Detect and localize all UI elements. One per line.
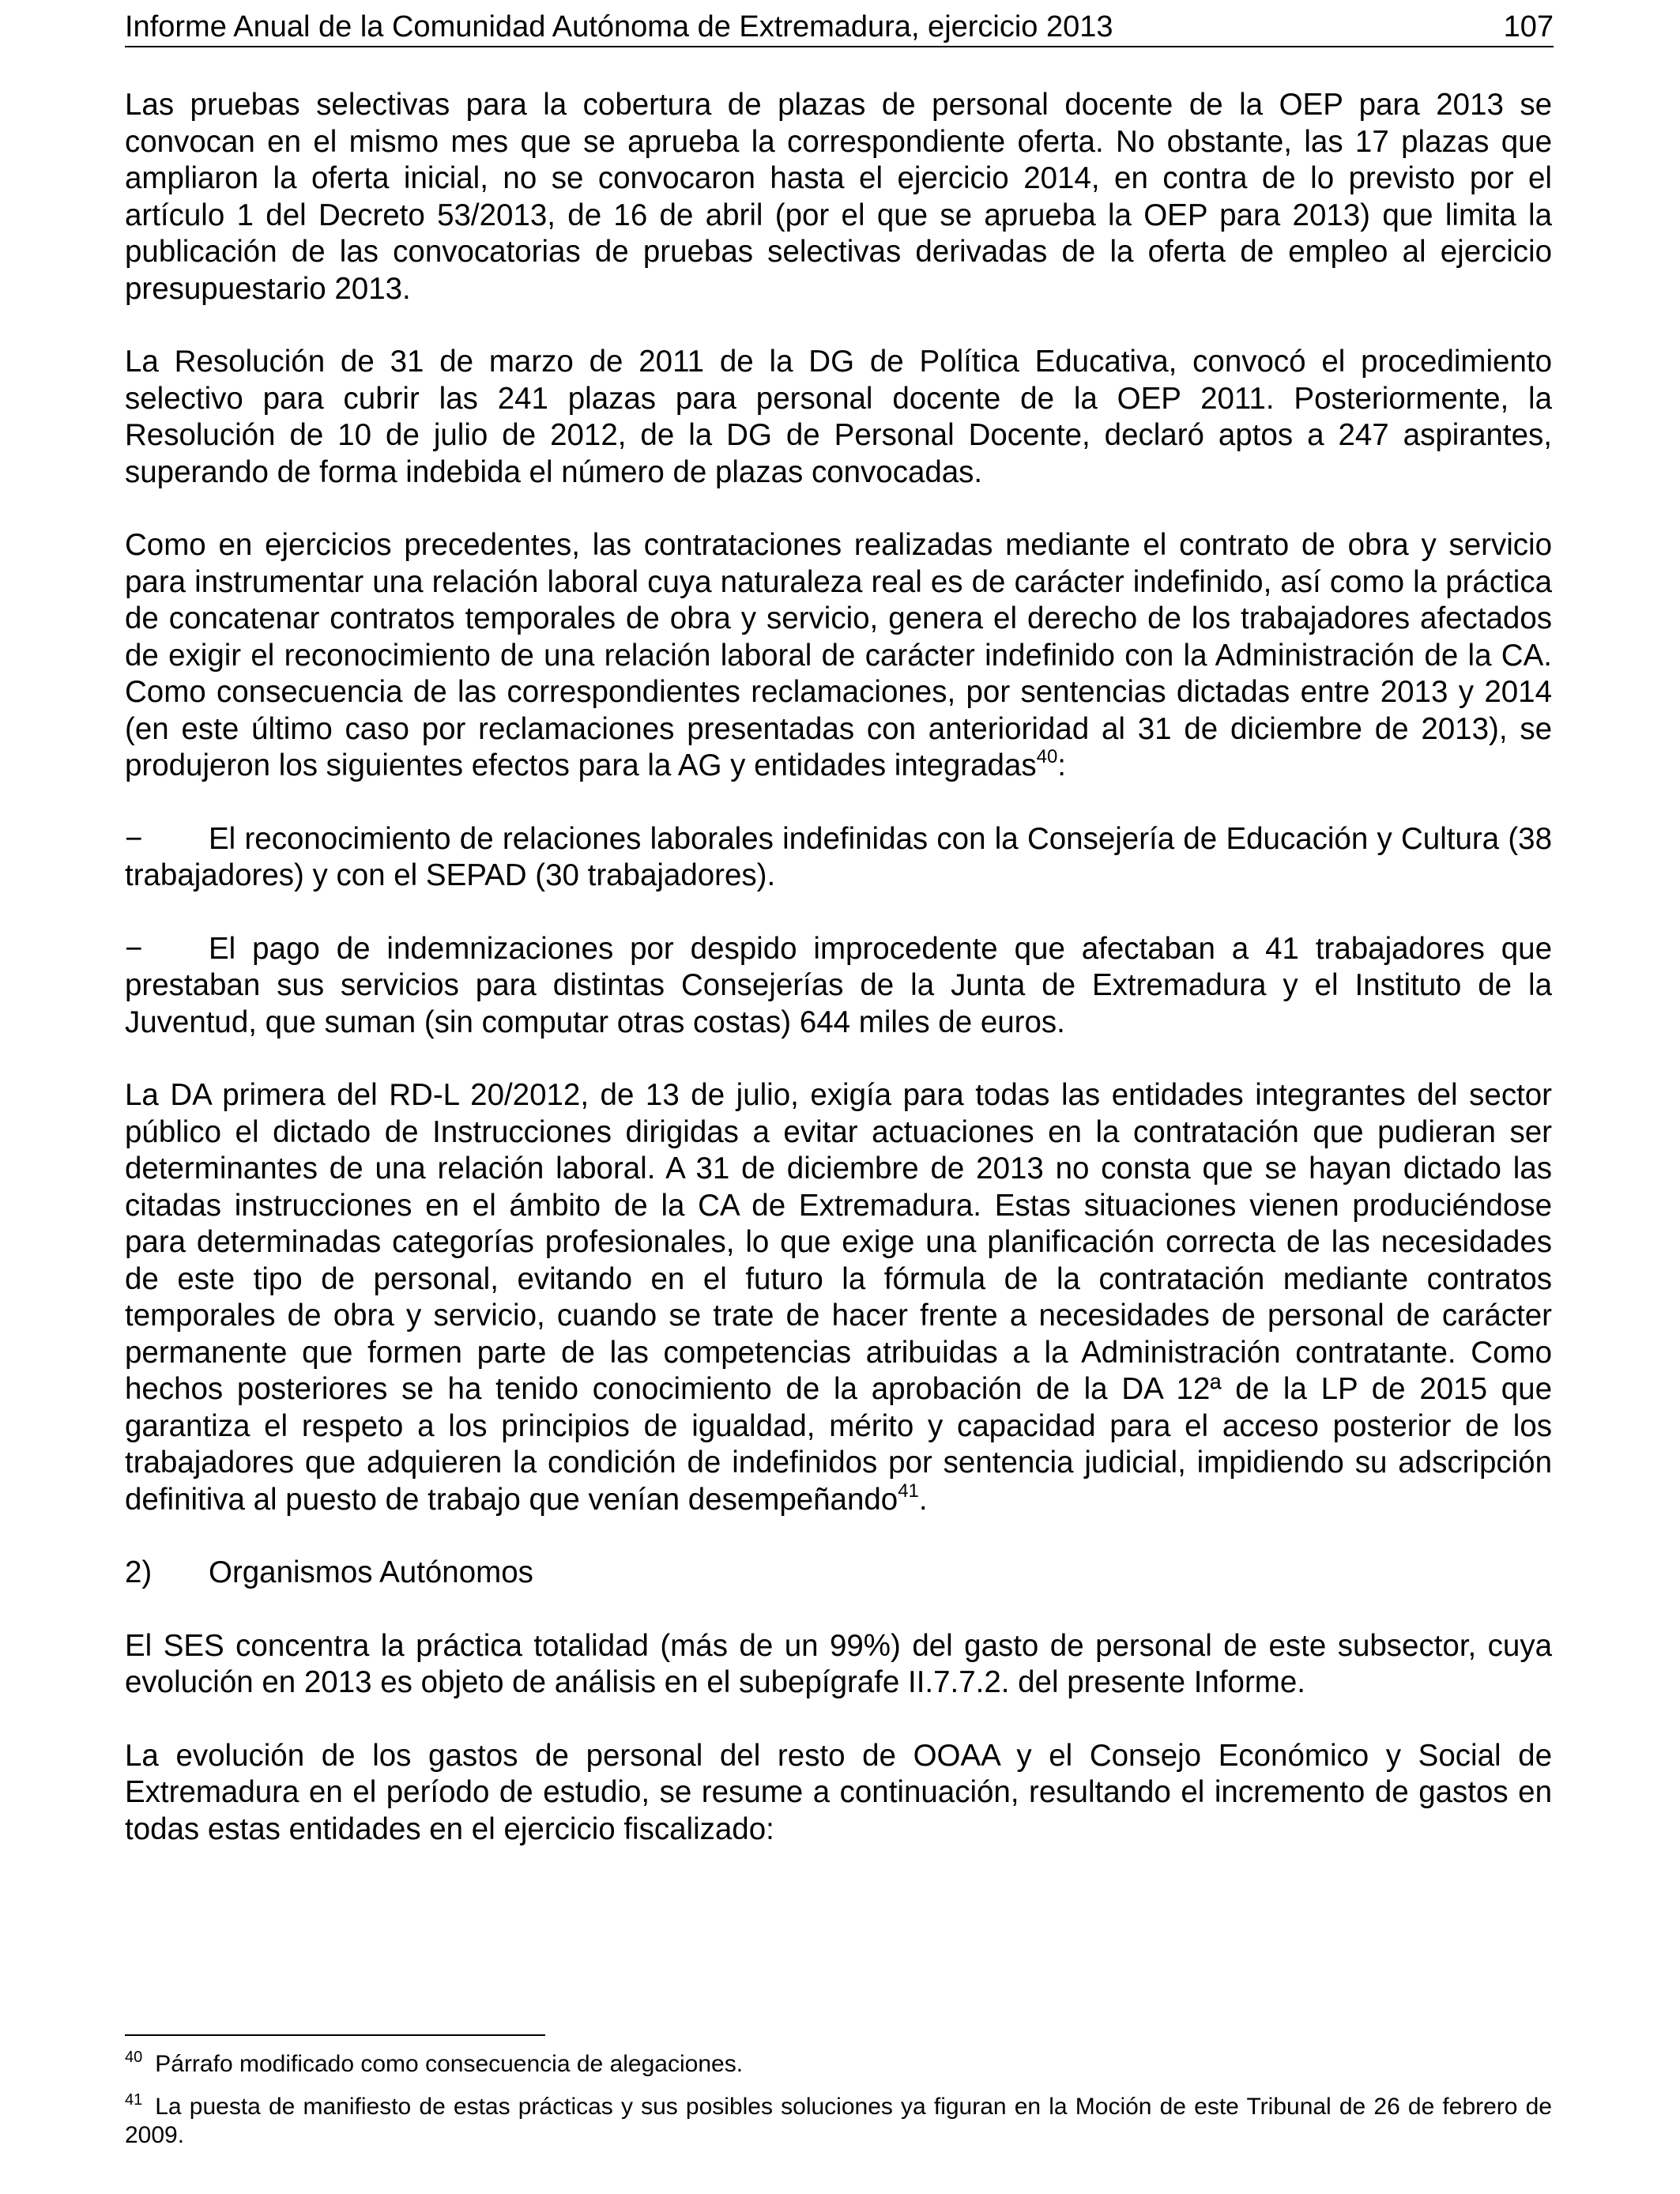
heading-text: Organismos Autónomos bbox=[209, 1555, 533, 1589]
paragraph bbox=[125, 344, 1552, 491]
bullet-item bbox=[125, 821, 1552, 895]
paragraph-text: El SES concentra la práctica totalidad (más de un 99%) del gasto de personal de este subsector, cuya evolución en 2013 es objeto de análisis en el subepígrafe II.7.7.2. del presente Informe. bbox=[125, 1628, 1552, 1699]
bullet-text: El pago de indemnizaciones por despido improcedente que afectaban a 41 trabajadores que prestaban sus servicios para distintas Consejerías de la Junta de Extremadura y el Instituto de la Juventud, que suman (sin computar otras costas) 644 miles de euros. bbox=[125, 931, 1552, 1039]
paragraph-text: Las pruebas selectivas para la cobertura de plazas de personal docente de la OEP para 2013 se convocan en el mismo mes que se aprueba la correspondiente oferta. No obstante, las 17 plazas que ampliaron la oferta inicial, no se convocaron hasta el ejercicio 2014, en contra de lo previsto por el artículo 1 del Decreto 53/2013, de 16 de abril (por el que se aprueba la OEP para 2013) que limita la publicación de las convocatorias de pruebas selectivas derivadas de la oferta de empleo al ejercicio presupuestario 2013. bbox=[125, 88, 1552, 306]
footnote-number: 40 bbox=[125, 2049, 143, 2066]
footnote-text: Párrafo modificado como consecuencia de alegaciones. bbox=[155, 2051, 744, 2077]
footnote-number: 41 bbox=[125, 2091, 143, 2109]
bullet-dash: − bbox=[125, 821, 143, 856]
paragraph bbox=[125, 1077, 1552, 1518]
body-text bbox=[125, 87, 1552, 1884]
paragraph bbox=[125, 1738, 1552, 1849]
paragraph-text: Como en ejercicios precedentes, las contrataciones realizadas mediante el contrato de obra y servicio para instrumentar una relación laboral cuya naturaleza real es de carácter indefinido, así como la práctica de concatenar contratos temporales de obra y servicio, genera el derecho de los trabajadores afectados de exigir el reconocimiento de una relación laboral de carácter indefinido con la Administración de la CA. Como consecuencia de las correspondientes reclamaciones, por sentencias dictadas entre 2013 y 2014 (en este último caso por reclamaciones presentadas con anterioridad al 31 de diciembre de 2013), se produjeron los siguientes efectos para la AG y entidades integradas bbox=[125, 528, 1552, 782]
footnote-text: La puesta de manifiesto de estas prácticas y sus posibles soluciones ya figuran en la Moción de este Tribunal de 26 de febrero de 2009. bbox=[125, 2094, 1552, 2148]
heading-number: 2) bbox=[125, 1555, 153, 1589]
footnote bbox=[125, 2050, 1552, 2079]
paragraph bbox=[125, 527, 1552, 785]
bullet-dash: − bbox=[125, 931, 143, 966]
header-title: Informe Anual de la Comunidad Autónoma de Extremadura, ejercicio 2013 bbox=[125, 10, 1113, 43]
paragraph-text: La Resolución de 31 de marzo de 2011 de la DG de Política Educativa, convocó el procedimiento selectivo para cubrir las 241 plazas para personal docente de la OEP 2011. Posteriormente, la Resolución de 10 de julio de 2012, de la DG de Personal Docente, declaró aptos a 247 aspirantes, superando de forma indebida el número de plazas convocadas. bbox=[125, 345, 1552, 489]
footnote-divider bbox=[125, 2034, 545, 2036]
footnote-ref-link[interactable]: 40 bbox=[1036, 746, 1058, 767]
running-header bbox=[125, 8, 1554, 47]
bullet-text: El reconocimiento de relaciones laborales indefinidas con la Consejería de Educación y Cultura (38 trabajadores) y con el SEPAD (30 trabajadores). bbox=[125, 821, 1552, 892]
paragraph bbox=[125, 87, 1552, 307]
footnote-ref-link[interactable]: 41 bbox=[898, 1480, 919, 1502]
punctuation: . bbox=[918, 1482, 928, 1517]
footnotes bbox=[125, 2050, 1552, 2164]
paragraph bbox=[125, 1628, 1552, 1702]
page-number: 107 bbox=[1503, 10, 1554, 43]
punctuation: : bbox=[1057, 748, 1066, 782]
bullet-item bbox=[125, 931, 1552, 1042]
paragraph-text: La DA primera del RD-L 20/2012, de 13 de julio, exigía para todas las entidades integrantes del sector público el dictado de Instrucciones dirigidas a evitar actuaciones en la contratación que pudieran ser determinantes de una relación laboral. A 31 de diciembre de 2013 no consta que se hayan dictado las citadas instrucciones en el ámbito de la CA de Extremadura. Estas situaciones vienen produciéndose para determinadas categorías profesionales, lo que exige una planificación correcta de las necesidades de este tipo de personal, evitando en el futuro la fórmula de la contratación mediante contratos temporales de obra y servicio, cuando se trate de hacer frente a necesidades de personal de carácter permanente que formen parte de las competencias atribuidas a la Administración contratante. Como hechos posteriores se ha tenido conocimiento de la aprobación de la DA 12ª de la LP de 2015 que garantiza el respeto a los principios de igualdad, mérito y capacidad para el acceso posterior de los trabajadores que adquieren la condición de indefinidos por sentencia judicial, impidiendo su adscripción definitiva al puesto de trabajo que venían desempeñando bbox=[125, 1078, 1552, 1517]
paragraph-text: La evolución de los gastos de personal del resto de OOAA y el Consejo Económico y Social de Extremadura en el período de estudio, se resume a continuación, resultando el incremento de gastos en todas estas entidades en el ejercicio fiscalizado: bbox=[125, 1738, 1552, 1846]
footnote bbox=[125, 2093, 1552, 2150]
section-heading bbox=[125, 1555, 1552, 1592]
